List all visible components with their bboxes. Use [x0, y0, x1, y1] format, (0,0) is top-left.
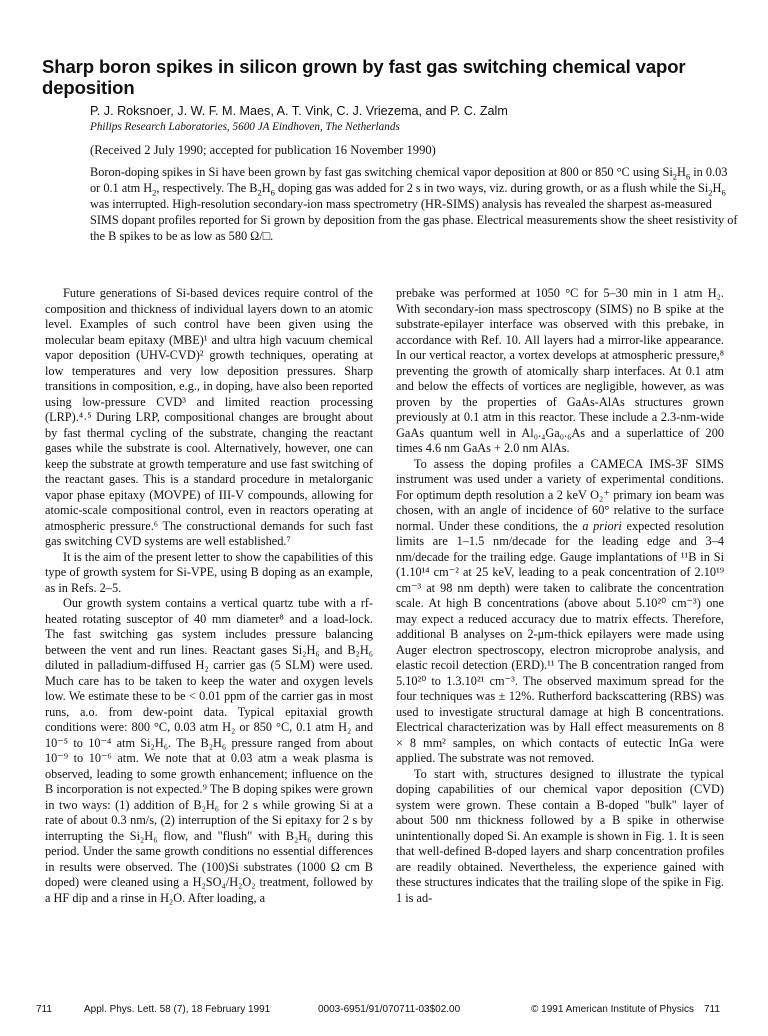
affiliation: Philips Research Laboratories, 5600 JA Eindhoven, The Netherlands: [90, 121, 400, 133]
abstract-text: H: [261, 180, 271, 195]
abstract-text: , respectively. The B: [156, 180, 258, 195]
abstract-text: in 0.03 or 0.1 atm H: [90, 165, 728, 195]
body-paragraph: prebake was performed at 1050 °C for 5–30 min in 1 atm H₂. With secondary-ion mass spectroscopy (SIMS) no B spike at the substrate-epilayer interface was observed with this prebake, in accordance with Ref. 10. All layers had a mirror-like appearance. In our vertical reactor, a vortex develops at atmospheric pressure,⁸ preventing the growth of atomically sharp interfaces. At 0.1 atm and below the effects of vortices are negligible, however, as was proven by the properties of GaAs-AlAs structures grown previously at 0.1 atm in this reactor. These include a 2.3-nm-wide GaAs quantum well in Al₀.₄Ga₀.₆As and a superlattice of 200 times 4.6 nm GaAs + 2.0 nm AlAs.: [396, 286, 724, 455]
body-paragraph: Our growth system contains a vertical quartz tube with a rf-heated rotating susceptor of 40 mm diameter⁸ and a load-lock. The fast switching gas system includes pressure balancing between the vent and run lines. Reactant gases Si₂H₆ and B₂H₆ diluted in palladium-diffused H₂ carrier gas (5 SLM) were used. Much care has to be taken to keep the water and oxygen levels low. We estimate these to be < 0.01 ppm of the carrier gas in most runs, a.o. from dew-point data. Typical epitaxial growth conditions were: 800 °C, 0.03 atm H₂ or 850 °C, 0.1 atm H₂ and 10⁻⁵ to 10⁻⁴ atm Si₂H₆. The B₂H₆ pressure ranged from about 10⁻⁹ to 10⁻⁶ atm. We note that at 0.03 atm a weak plasma is observed, leading to some growth enhancement; influence on the B incorporation is not expected.⁹ The B doping spikes were grown in two ways: (1) addition of B₂H₆ for 2 s while growing Si at a rate of about 0.3 nm/s, (2) interruption of the Si epitaxy for 2 s by interrupting the Si₂H₆ flow, and "flush" with B₂H₆ during this period. Under the same growth conditions no essential differences in results were observed. The (100)Si substrates (1000 Ω cm B doped) were cleaned using a H₂SO₄/H₂O₂ treatment, followed by a HF dip and a rinse in H₂O. After loading, a: [45, 596, 373, 905]
page-number: 711: [36, 1004, 52, 1015]
body-text-italic: a priori: [582, 518, 622, 533]
body-paragraph: Future generations of Si-based devices require control of the composition and thickness of individual layers down to an atomic level. Examples of such control have been given using the molecular beam epitaxy (MBE)¹ and ultra high vacuum chemical vapor deposition (UHV-CVD)² growth techniques, operating at low temperatures and very low deposition pressures. Sharp transitions in composition, e.g., in doping, have also been reported using low-pressure CVD³ and limited reaction processing (LRP).⁴˒⁵ During LRP, compositional changes are brought about by fast thermal cycling of the substrate, changing the reactant gases while the substrate is cool. Alternatively, however, one can keep the substrate at growth temperature and use fast switching of the reactant gases. This is a standard procedure in metalorganic vapor phase epitaxy (MOVPE) of III-V compounds, allowing for atomic-scale compositional control, even in reactors operating at atmospheric pressure.⁶ The constructional demands for such fast gas switching CVD systems are well established.⁷: [45, 286, 373, 548]
article-code: 0003-6951/91/070711-03$02.00: [318, 1004, 461, 1015]
abstract: Boron-doping spikes in Si have been grown by fast gas switching chemical vapor deposition at 800 or 850 °C using $Si_2H_6$ in 0.03 or 0.1 atm $H_2$, respectively. The $B_2H_6$ doping gas was added for 2 s in two ways, viz. during growth, or as a flush while the $Si_2H_6$ was interrupted. High-resolution secondary-ion mass spectrometry (HR-SIMS) analysis has revealed the sharpest as-measured SIMS dopant profiles reported for Si grown by deposition from the gas phase. Electrical measurements show the sheet resistivity of the B spikes to be as low as 580 Ω/□.: [90, 165, 738, 243]
abstract-text: doping gas was added for 2 s in two ways, viz. during growth, or as a flush while the Si: [274, 180, 709, 195]
journal-citation: Appl. Phys. Lett. 58 (7), 18 February 1991: [84, 1004, 271, 1015]
abstract-text: H: [712, 180, 722, 195]
page-footer: [36, 1003, 736, 1017]
body-paragraph: [396, 457, 724, 767]
abstract-text: H: [677, 165, 686, 179]
abstract-text: was interrupted. High-resolution secondary-ion mass spectrometry (HR-SIMS) analysis has revealed the sharpest as-measured SIMS dopant profiles reported for Si grown by deposition from the gas phase. Electrical measurements show the sheet resistivity of the B spikes to be as low as 580 Ω/□.: [90, 196, 738, 243]
paper-title: Sharp boron spikes in silicon grown by fast gas switching chemical vapor deposition: [42, 56, 686, 98]
body-paragraph: To start with, structures designed to illustrate the typical doping capabilities of our chemical vapor deposition (CVD) system were grown. These contain a B-doped "bulk" layer of about 500 nm thickness followed by a B spike in otherwise unintentionally doped Si. An example is shown in Fig. 1. It is seen that well-defined B-doped layers and sharp concentration profiles are readily obtained. Nevertheless, the experience gained with these structures indicates that the trailing slope of the spike in Fig. 1 is ad-: [396, 766, 724, 905]
page-number: 711: [704, 1004, 720, 1015]
body-text: expected resolution limits are 1–1.5 nm/decade for the leading edge and 3–4 nm/decade for the trailing edge. Gauge implantations of ¹¹B in Si (1.10¹⁴ cm⁻² at 25 keV, leading to a peak concentration of 2.10¹⁹ cm⁻³ at 98 nm depth) were taken to calibrate the concentration scale. At high B concentrations (above about 5.10²⁰ cm⁻³) one may expect a reduced accuracy due to matrix effects. Therefore, additional B analyses on 2-μm-thick epilayers were made using Auger electron spectroscopy, electron microprobe analysis, and elastic recoil detection (ERD).¹¹ The B concentration ranged from 5.10²⁰ to 1.3.10²¹ cm⁻³. The observed maximum spread for the four techniques was ± 12%. Rutherford backscattering (RBS) was used to investigate structural damage at high B concentrations. Electrical characterization was by Hall effect measurements on 8 × 8 mm² samples, on which contacts of eutectic InGa were applied. The substrate was not removed.: [396, 518, 724, 765]
copyright-notice: © 1991 American Institute of Physics: [531, 1004, 695, 1015]
body-column-right: [396, 286, 724, 906]
body-text: To assess the doping profiles a CAMECA IMS-3F SIMS instrument was used under a variety of experimental conditions. For optimum depth resolution a 2 keV O₂⁺ primary ion beam was chosen, with an angle of incidence of 60° relative to the surface normal. Under these conditions, the: [396, 456, 724, 533]
body-paragraph: It is the aim of the present letter to show the capabilities of this type of growth system for Si-VPE, using B doping as an example, as in Refs. 2–5.: [45, 549, 373, 595]
abstract-text: Boron-doping spikes in Si have been grown by fast gas switching chemical vapor deposition at 800 or 850 °C using Si: [90, 165, 673, 179]
author-list: P. J. Roksnoer, J. W. F. M. Maes, A. T. Vink, C. J. Vriezema, and P. C. Zalm: [90, 104, 508, 118]
received-dates: (Received 2 July 1990; accepted for publication 16 November 1990): [90, 143, 436, 157]
body-column-left: [45, 286, 373, 906]
